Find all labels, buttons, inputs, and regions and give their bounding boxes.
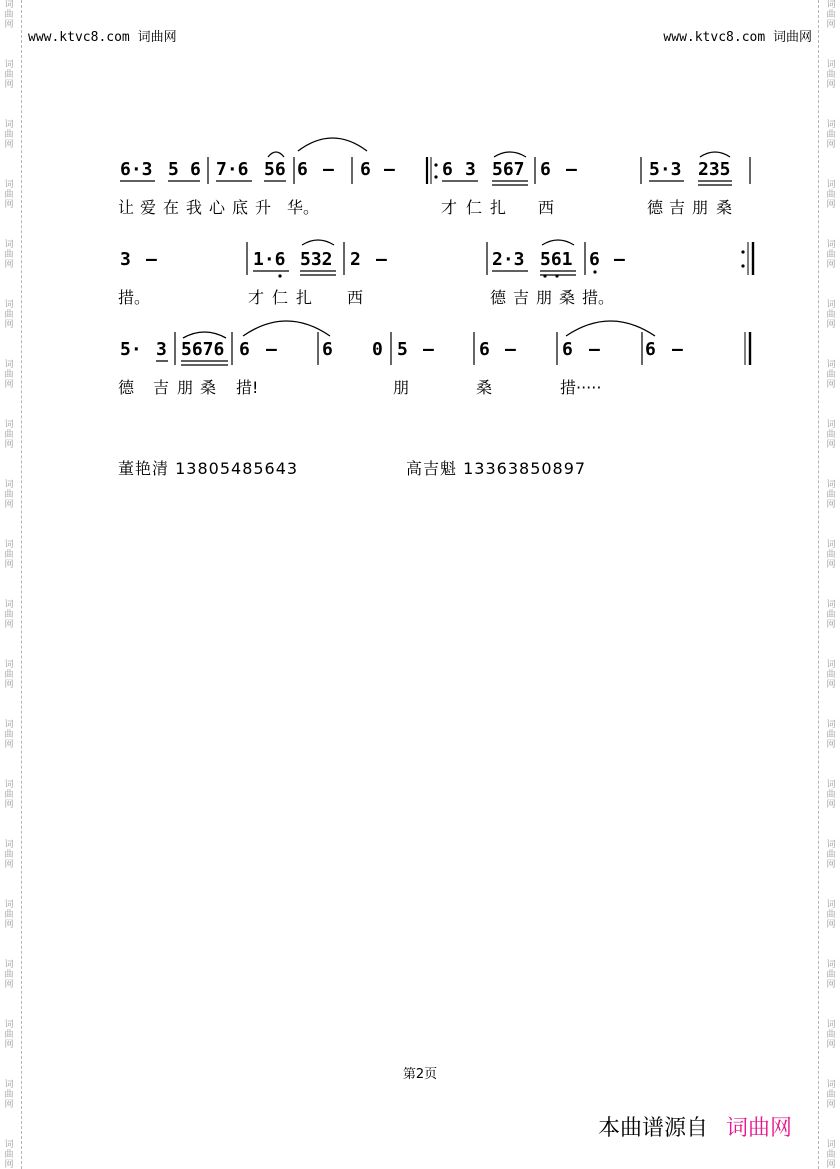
contact-2-phone: 13363850897 [463,459,587,478]
note: – [323,159,334,180]
lyric: 措! [236,378,259,397]
note: 6·3 [120,159,153,180]
note: – [376,249,387,270]
lyric: 措。 [582,288,615,307]
note: – [614,249,625,270]
slur [302,240,334,245]
lyric: 德 [490,288,507,307]
lyric: 升 [255,198,272,217]
watermark-mark: 词 曲 网 [826,660,836,690]
note: 6 [479,339,490,360]
watermark-mark: 词 曲 网 [826,180,836,210]
watermark-mark: 词 曲 网 [4,780,14,810]
source-credit [598,1111,792,1142]
low-octave-dot [593,270,596,273]
note: 235 [698,159,731,180]
lyric: 底 [232,198,249,217]
note: 567 [492,159,525,180]
slur [183,332,226,338]
slur [268,152,284,157]
watermark-mark: 词 曲 网 [4,300,14,330]
note: 6 [589,249,600,270]
note: 56 [264,159,286,180]
source-text: 本曲谱源自 [597,1116,708,1141]
lyric: 朋 [536,288,553,307]
page-number: 第2页 [402,1067,438,1082]
contact-1-name: 董艳清 [118,459,170,478]
lyric: 吉 [153,378,170,397]
watermark-mark: 词 曲 网 [826,240,836,270]
lyric: 心 [209,198,226,217]
note: 6 [322,339,333,360]
note: 6 [442,159,453,180]
watermark-mark: 词 曲 网 [826,600,836,630]
lyric: 才 [248,288,265,307]
lyric: 爱 [140,198,157,217]
lyric: 西 [347,288,364,307]
note: 6 [360,159,371,180]
numbered-music-score [0,0,840,440]
note: 5·3 [649,159,682,180]
low-octave-dot [555,274,558,277]
watermark-mark: 词 曲 网 [4,480,14,510]
repeat-dot [434,175,437,178]
watermark-mark: 词 曲 网 [4,60,14,90]
watermark-mark: 词 曲 网 [826,0,836,30]
low-octave-dot [543,274,546,277]
watermark-mark: 词 曲 网 [4,720,14,750]
slur [700,152,730,157]
lyric: 仁 [466,198,483,217]
contact-1 [118,456,298,479]
lyric: 德 [647,198,664,217]
slur [494,152,526,157]
tie [298,138,367,151]
note: – [146,249,157,270]
note: 3 [120,249,131,270]
note: 561 [540,249,573,270]
note: 6 [297,159,308,180]
lyric: 在 [163,198,180,217]
header-site-right[interactable]: www.ktvc8.com 词曲网 [663,30,812,45]
note: – [384,159,395,180]
watermark-mark: 词 曲 网 [4,600,14,630]
watermark-mark: 词 曲 网 [4,900,14,930]
lyric: 措。 [118,288,151,307]
note: 532 [300,249,333,270]
note: 5 [168,159,179,180]
lyric: 我 [186,198,203,217]
note: – [505,339,516,360]
watermark-mark: 词 曲 网 [826,360,836,390]
note: 1·6 [253,249,286,270]
contact-2 [406,456,586,479]
watermark-mark: 词 曲 网 [826,1020,836,1050]
watermark-mark: 词 曲 网 [4,240,14,270]
lyric: 让 [118,198,135,217]
note: 6 [239,339,250,360]
watermark-mark: 词 曲 网 [4,960,14,990]
lyric: 措····· [560,378,602,397]
lyric: 朋 [393,378,410,397]
note: 6 [562,339,573,360]
note: 2 [350,249,361,270]
watermark-mark: 词 曲 网 [826,780,836,810]
watermark-mark: 词 曲 网 [826,60,836,90]
watermark-mark: 词 曲 网 [4,420,14,450]
watermark-mark: 词 曲 网 [4,1140,14,1169]
watermark-mark: 词 曲 网 [826,900,836,930]
watermark-mark: 词 曲 网 [4,1080,14,1110]
note: – [589,339,600,360]
note: – [566,159,577,180]
note: 6 [190,159,201,180]
watermark-mark: 词 曲 网 [826,300,836,330]
note: 6 [540,159,551,180]
note: 7·6 [216,159,249,180]
lyric: 西 [538,198,555,217]
note: – [266,339,277,360]
watermark-mark: 词 曲 网 [4,120,14,150]
slur [542,240,574,245]
note: 2·3 [492,249,525,270]
source-brand-link[interactable]: 词曲网 [725,1116,792,1141]
watermark-mark: 词 曲 网 [4,180,14,210]
watermark-mark: 词 曲 网 [826,960,836,990]
lyric: 朋 [692,198,709,217]
low-octave-dot [278,274,281,277]
note: 3 [156,339,167,360]
note: 5 [397,339,408,360]
lyric: 德 [118,378,135,397]
watermark-mark: 词 曲 网 [826,840,836,870]
note: 6 [645,339,656,360]
contact-1-phone: 13805485643 [175,459,299,478]
watermark-mark: 词 曲 网 [4,1020,14,1050]
watermark-mark: 词 曲 网 [826,120,836,150]
lyric: 扎 [296,288,313,307]
lyric: 朋 [177,378,194,397]
repeat-dot [741,264,744,267]
watermark-mark: 词 曲 网 [4,360,14,390]
watermark-mark: 词 曲 网 [826,720,836,750]
lyric: 吉 [513,288,530,307]
watermark-mark: 词 曲 网 [4,660,14,690]
watermark-mark: 词 曲 网 [4,540,14,570]
lyric: 桑 [476,378,493,397]
watermark-mark: 词 曲 网 [4,840,14,870]
lyric: 桑 [716,198,733,217]
watermark-mark: 词 曲 网 [4,0,14,30]
note: 5676 [181,339,225,360]
watermark-mark: 词 曲 网 [826,540,836,570]
lyric: 吉 [669,198,686,217]
note: 3 [465,159,476,180]
repeat-dot [741,250,744,253]
lyric: 华。 [287,198,320,217]
watermark-mark: 词 曲 网 [826,480,836,510]
note: – [423,339,434,360]
header-site-left[interactable]: www.ktvc8.com 词曲网 [28,30,177,45]
contact-2-name: 高吉魁 [406,459,458,478]
note: 5· [120,339,142,360]
watermark-mark: 词 曲 网 [826,1140,836,1169]
watermark-mark: 词 曲 网 [826,420,836,450]
lyric: 才 [441,198,458,217]
lyric: 桑 [559,288,576,307]
note: 0 [372,339,383,360]
lyric: 扎 [490,198,507,217]
lyric: 桑 [200,378,217,397]
note: – [672,339,683,360]
watermark-mark: 词 曲 网 [826,1080,836,1110]
repeat-dot [434,163,437,166]
lyric: 仁 [272,288,289,307]
tie [243,321,330,336]
